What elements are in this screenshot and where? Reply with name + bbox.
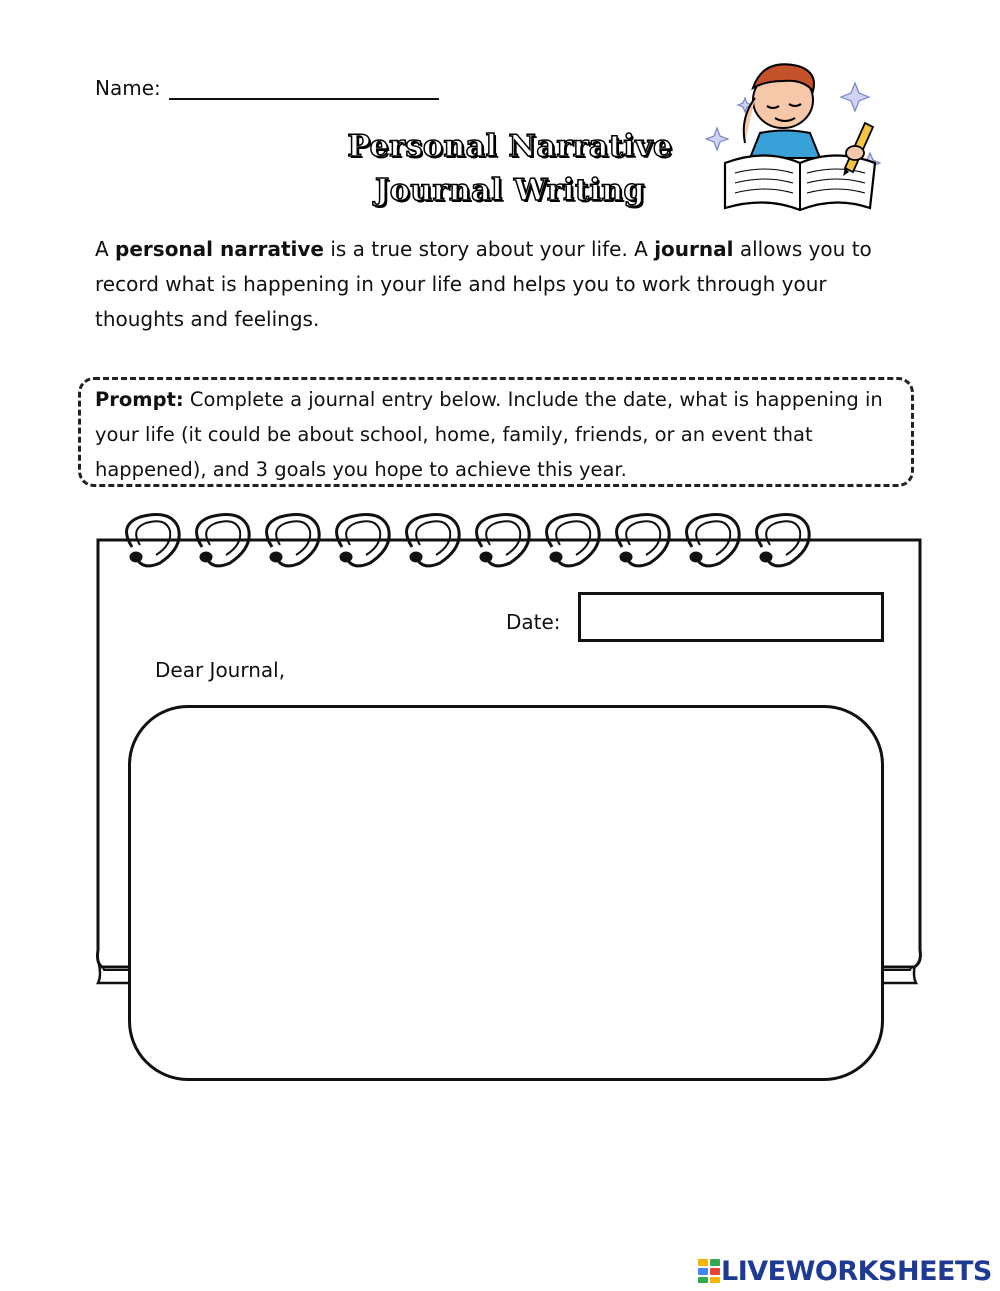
date-input-box[interactable]	[578, 592, 884, 642]
intro-paragraph	[95, 232, 915, 337]
title-line-2: Journal Writing	[375, 173, 645, 208]
logo-icon	[697, 1258, 721, 1284]
intro-text: A	[95, 237, 116, 261]
prompt-body: Complete a journal entry below. Include the date, what is happening in your life (it could be about school, home, family, friends, or an event that happened), and 3 goals you hope to achieve this year.	[95, 388, 883, 481]
greeting: Dear Journal,	[155, 658, 286, 682]
intro-text: is a true story about your life. A	[323, 237, 655, 261]
page-title	[250, 125, 770, 213]
journal-entry-box[interactable]	[128, 705, 884, 1081]
liveworksheets-logo	[697, 1256, 992, 1286]
brand-text: LIVEWORKSHEETS	[721, 1255, 992, 1287]
name-row	[95, 76, 439, 100]
name-field[interactable]	[169, 76, 439, 100]
prompt-text	[95, 382, 910, 487]
title-line-1: Personal Narrative	[347, 129, 673, 164]
date-label: Date:	[506, 610, 561, 634]
intro-text: allows you to record what is happening in your life and helps you to work through your thoughts and feelings.	[95, 237, 872, 331]
term-journal: journal	[654, 237, 734, 261]
prompt-label: Prompt:	[95, 388, 184, 411]
term-personal-narrative: personal narrative	[115, 237, 324, 261]
kid-writing-clipart	[705, 58, 895, 213]
name-label: Name:	[95, 76, 161, 100]
